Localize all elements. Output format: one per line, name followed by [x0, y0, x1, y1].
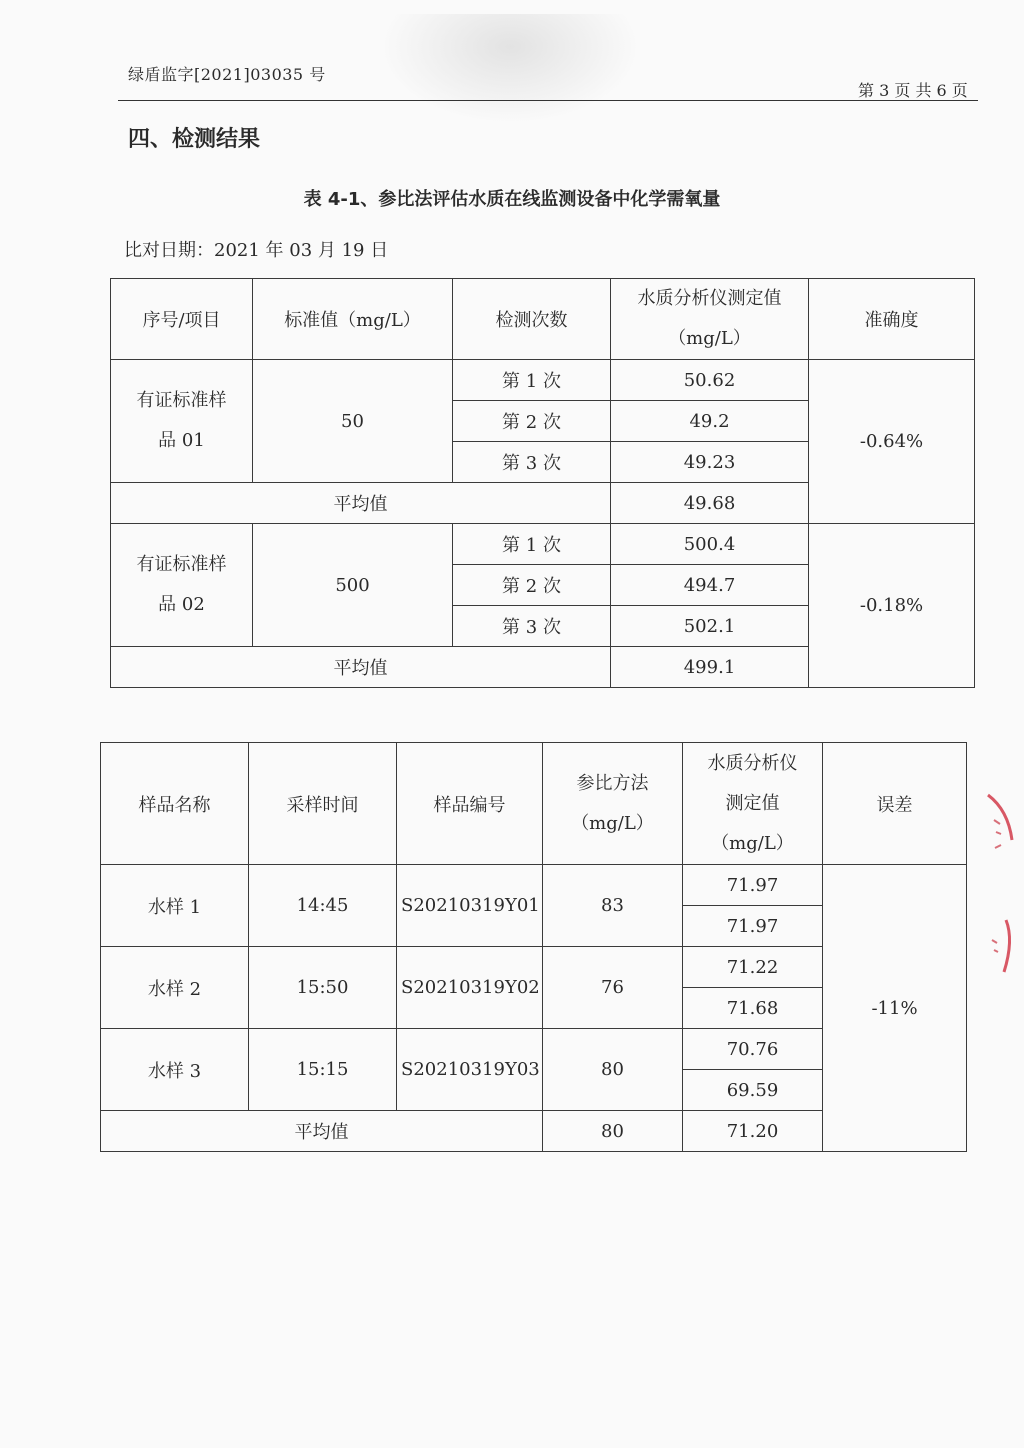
measured-value-cell: 502.1	[611, 606, 809, 647]
error-cell: -11%	[823, 865, 967, 1152]
run-cell: 第 2 次	[453, 565, 611, 606]
standard-value-cell: 500	[253, 524, 453, 647]
header-divider	[118, 100, 978, 101]
reference-value-cell: 76	[543, 947, 683, 1029]
sample-code-cell: S20210319Y01	[397, 865, 543, 947]
measured-value-cell: 494.7	[611, 565, 809, 606]
section-title: 四、检测结果	[128, 127, 261, 152]
sampling-time-cell: 15:50	[249, 947, 397, 1029]
header-line: （mg/L）	[668, 328, 751, 349]
measured-value-cell: 500.4	[611, 524, 809, 565]
sampling-time-cell: 15:15	[249, 1029, 397, 1111]
measured-value-cell: 70.76	[683, 1029, 823, 1070]
header-cell: 标准值（mg/L）	[253, 279, 453, 360]
header-line: 测定值	[725, 792, 780, 814]
table-header-row	[111, 279, 975, 360]
table-row	[111, 360, 975, 401]
sample-name-cell	[111, 524, 253, 647]
measured-value-cell: 49.23	[611, 442, 809, 483]
measured-value-cell: 71.97	[683, 865, 823, 906]
sample-name-line: 品 01	[158, 430, 205, 451]
header-cell: 序号/项目	[111, 279, 253, 360]
header-cell: 误差	[823, 743, 967, 865]
reference-value-cell: 80	[543, 1029, 683, 1111]
sample-code-cell: S20210319Y02	[397, 947, 543, 1029]
run-cell: 第 3 次	[453, 442, 611, 483]
header-line: 水质分析仪测定值	[637, 288, 782, 309]
accuracy-cell: -0.64%	[809, 360, 975, 524]
header-cell: 准确度	[809, 279, 975, 360]
header-line: 参比方法	[576, 772, 649, 794]
average-value-cell: 49.68	[611, 483, 809, 524]
measured-value-cell: 69.59	[683, 1070, 823, 1111]
standard-sample-table	[110, 278, 975, 688]
measured-value-cell: 71.97	[683, 906, 823, 947]
seal-stamp-fragment	[986, 790, 1016, 980]
header-cell: 采样时间	[249, 743, 397, 865]
sample-name-line: 有证标准样	[136, 390, 227, 411]
scan-smudge	[380, 14, 640, 124]
compare-date: 比对日期：2021 年 03 月 19 日	[124, 240, 389, 261]
header-line: 水质分析仪	[707, 752, 798, 774]
header-cell	[543, 743, 683, 865]
header-cell: 检测次数	[453, 279, 611, 360]
average-label-cell: 平均值	[111, 483, 611, 524]
header-cell: 样品名称	[101, 743, 249, 865]
run-cell: 第 3 次	[453, 606, 611, 647]
page-indicator: 第 3 页 共 6 页	[858, 81, 968, 100]
header-line: （mg/L）	[711, 832, 794, 854]
average-value-cell: 499.1	[611, 647, 809, 688]
sampling-time-cell: 14:45	[249, 865, 397, 947]
table-row	[111, 524, 975, 565]
run-cell: 第 1 次	[453, 524, 611, 565]
measured-value-cell: 71.22	[683, 947, 823, 988]
measured-value-cell: 50.62	[611, 360, 809, 401]
sample-name-cell: 水样 3	[101, 1029, 249, 1111]
table-caption: 表 4-1、参比法评估水质在线监测设备中化学需氧量	[303, 189, 721, 210]
average-label-cell: 平均值	[101, 1111, 543, 1152]
sample-name-cell	[111, 360, 253, 483]
table-row	[101, 865, 967, 906]
run-cell: 第 1 次	[453, 360, 611, 401]
measured-value-cell: 71.68	[683, 988, 823, 1029]
reference-value-cell: 83	[543, 865, 683, 947]
average-reference-cell: 80	[543, 1111, 683, 1152]
sample-name-line: 品 02	[158, 594, 205, 615]
header-cell: 样品编号	[397, 743, 543, 865]
sample-code-cell: S20210319Y03	[397, 1029, 543, 1111]
header-cell	[683, 743, 823, 865]
sample-name-line: 有证标准样	[136, 554, 227, 575]
standard-value-cell: 50	[253, 360, 453, 483]
run-cell: 第 2 次	[453, 401, 611, 442]
sample-name-cell: 水样 1	[101, 865, 249, 947]
table-header-row	[101, 743, 967, 865]
water-sample-table	[100, 742, 967, 1152]
document-number: 绿盾监字[2021]03035 号	[128, 65, 326, 84]
header-cell	[611, 279, 809, 360]
average-label-cell: 平均值	[111, 647, 611, 688]
accuracy-cell: -0.18%	[809, 524, 975, 688]
header-line: （mg/L）	[571, 812, 654, 834]
sample-name-cell: 水样 2	[101, 947, 249, 1029]
measured-value-cell: 49.2	[611, 401, 809, 442]
average-value-cell: 71.20	[683, 1111, 823, 1152]
